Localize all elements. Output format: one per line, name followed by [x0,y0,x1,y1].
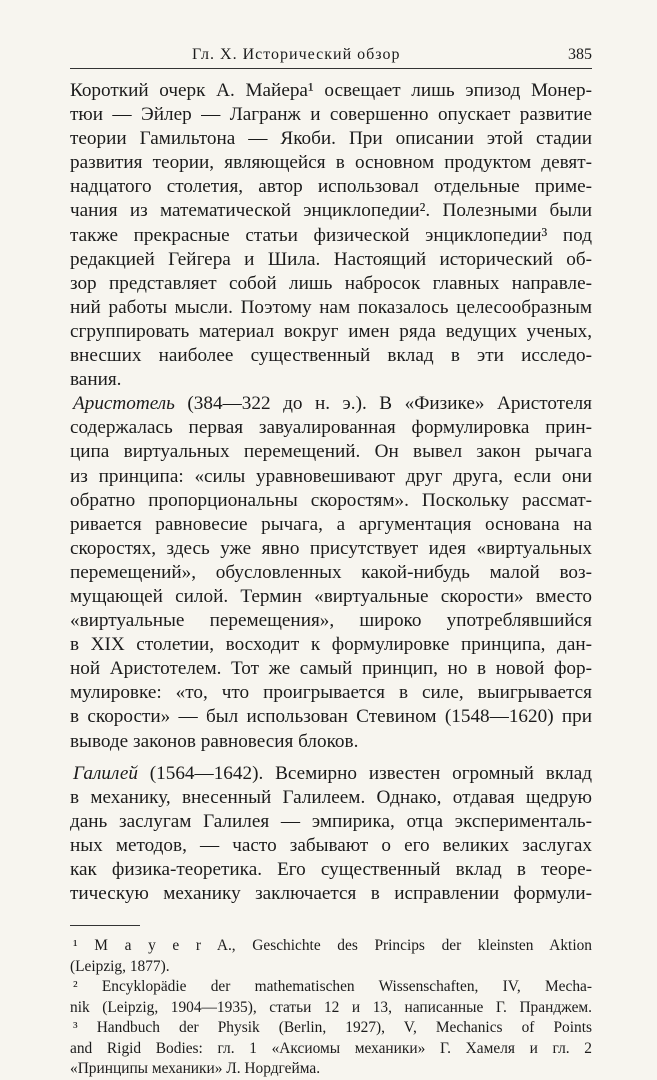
text-line: теории Гамильтона — Якоби. При описании этой стадии [70,128,592,150]
page-number: 385 [568,46,592,63]
text-line: в скорости» — был использован Стевином (1548—1620) при [70,706,592,728]
text-line: развития теории, являющейся в основном продуктом девят- [70,152,592,174]
paragraph-intro [70,79,592,392]
main-text [70,79,592,906]
text-line: Короткий очерк А. Майера¹ освещает лишь эпизод Монер- [70,80,592,101]
text-line: надцатого столетия, автор использовал отдельные приме- [70,176,592,198]
paragraph-aristotle [70,392,592,753]
text-line: также прекрасные статьи физической энциклопедии³ под [70,224,592,246]
text-line: тическую механику заключается в исправлении формули- [70,883,592,905]
text-line: мулировке: «то, что проигрывается в силе, выигрывается [70,682,592,704]
text-line: в механику, внесенный Галилеем. Однако, отдавая щедрую [70,786,592,808]
text-line: как физика-теоретика. Его существенный вклад в теоре- [70,859,592,880]
footnote-separator [70,925,140,926]
footnote-line: nik (Leipzig, 1904—1935), статьи 12 и 13, написанные Г. Пранджем. [70,998,592,1016]
text-line: дань заслугам Галилея — эмпирика, отца эксперименталь- [70,810,592,832]
text-run: (384—322 до н. э.). В «Физике» Аристотеля [174,393,592,415]
footnote-line: «Принципы механики» Л. Нордгейма. [70,1060,321,1078]
paragraph-galileo [70,762,592,907]
text-line: мущающей силой. Термин «виртуальные скорости» вместо [70,585,592,607]
footnote-line: ² Encyklopädie der mathematischen Wissenschaften, IV, Mecha- [73,978,592,996]
text-line: редакцией Гейгера и Шила. Настоящий исторический об- [70,248,592,270]
name-galileo: Галилей [73,762,138,784]
footnote-line: and Rigid Bodies: гл. 1 «Аксиомы механики» Г. Хамеля и гл. 2 [70,1039,592,1057]
text-line: ных методов, — часто забывают о его великих заслугах [70,834,592,856]
footnote-line: ¹ M a y e r A., Geschichte des Princips der kleinsten Aktion [73,937,592,955]
text-line: в XIX столетии, восходит к формулировке принципа, дан- [70,634,592,656]
text-line: вания. [70,369,122,391]
text-line: зор представляет собой лишь набросок главных направле- [70,272,592,294]
text-line: скоростях, здесь уже явно присутствует идея «виртуальных [70,537,592,559]
text-line: обратно пропорциональны скоростям». Поскольку рассмат- [70,489,592,511]
text-line: ривается равновесие рычага, а аргументация основана на [70,513,592,535]
running-header [70,40,592,69]
chapter-title: Гл. X. Исторический обзор [192,46,401,63]
text-line: содержалась первая завуалированная формулировка прин- [70,417,592,439]
footnote-line: ³ Handbuch der Physik (Berlin, 1927), V, Mechanics of Points [73,1019,592,1037]
text-line: перемещений», обусловленных какой-нибудь малой воз- [70,561,592,583]
paragraph-gap [70,754,592,762]
text-line [70,392,592,416]
footnotes [70,936,592,1080]
name-aristotle: Аристотель [73,393,175,415]
text-line: из принципа: «силы уравновешивают друг друга, если они [70,465,592,487]
text-line: чания из математической энциклопедии². Полезными были [70,200,592,222]
text-line [70,762,592,786]
footnote-line: (Leipzig, 1877). [70,957,170,975]
text-line: «виртуальные перемещения», широко употреблявшийся [70,610,592,632]
text-run: (1564—1642). Всемирно известен огромный вклад [137,762,592,784]
text-line: тюи — Эйлер — Лагранж и совершенно опускает развитие [70,104,592,126]
text-line: ний работы мысли. Поэтому нам показалось целесообразным [70,296,592,318]
text-line: выводе законов равновесия блоков. [70,730,359,752]
text-line: сгруппировать материал вокруг имен ряда ведущих ученых, [70,320,592,342]
text-line: внесших наиболее существенный вклад в эти исследо- [70,345,592,367]
book-page [70,40,592,1080]
text-line: ципа виртуальных перемещений. Он вывел закон рычага [70,441,592,463]
text-line: ной Аристотелем. Тот же самый принцип, но в новой фор- [70,658,592,680]
